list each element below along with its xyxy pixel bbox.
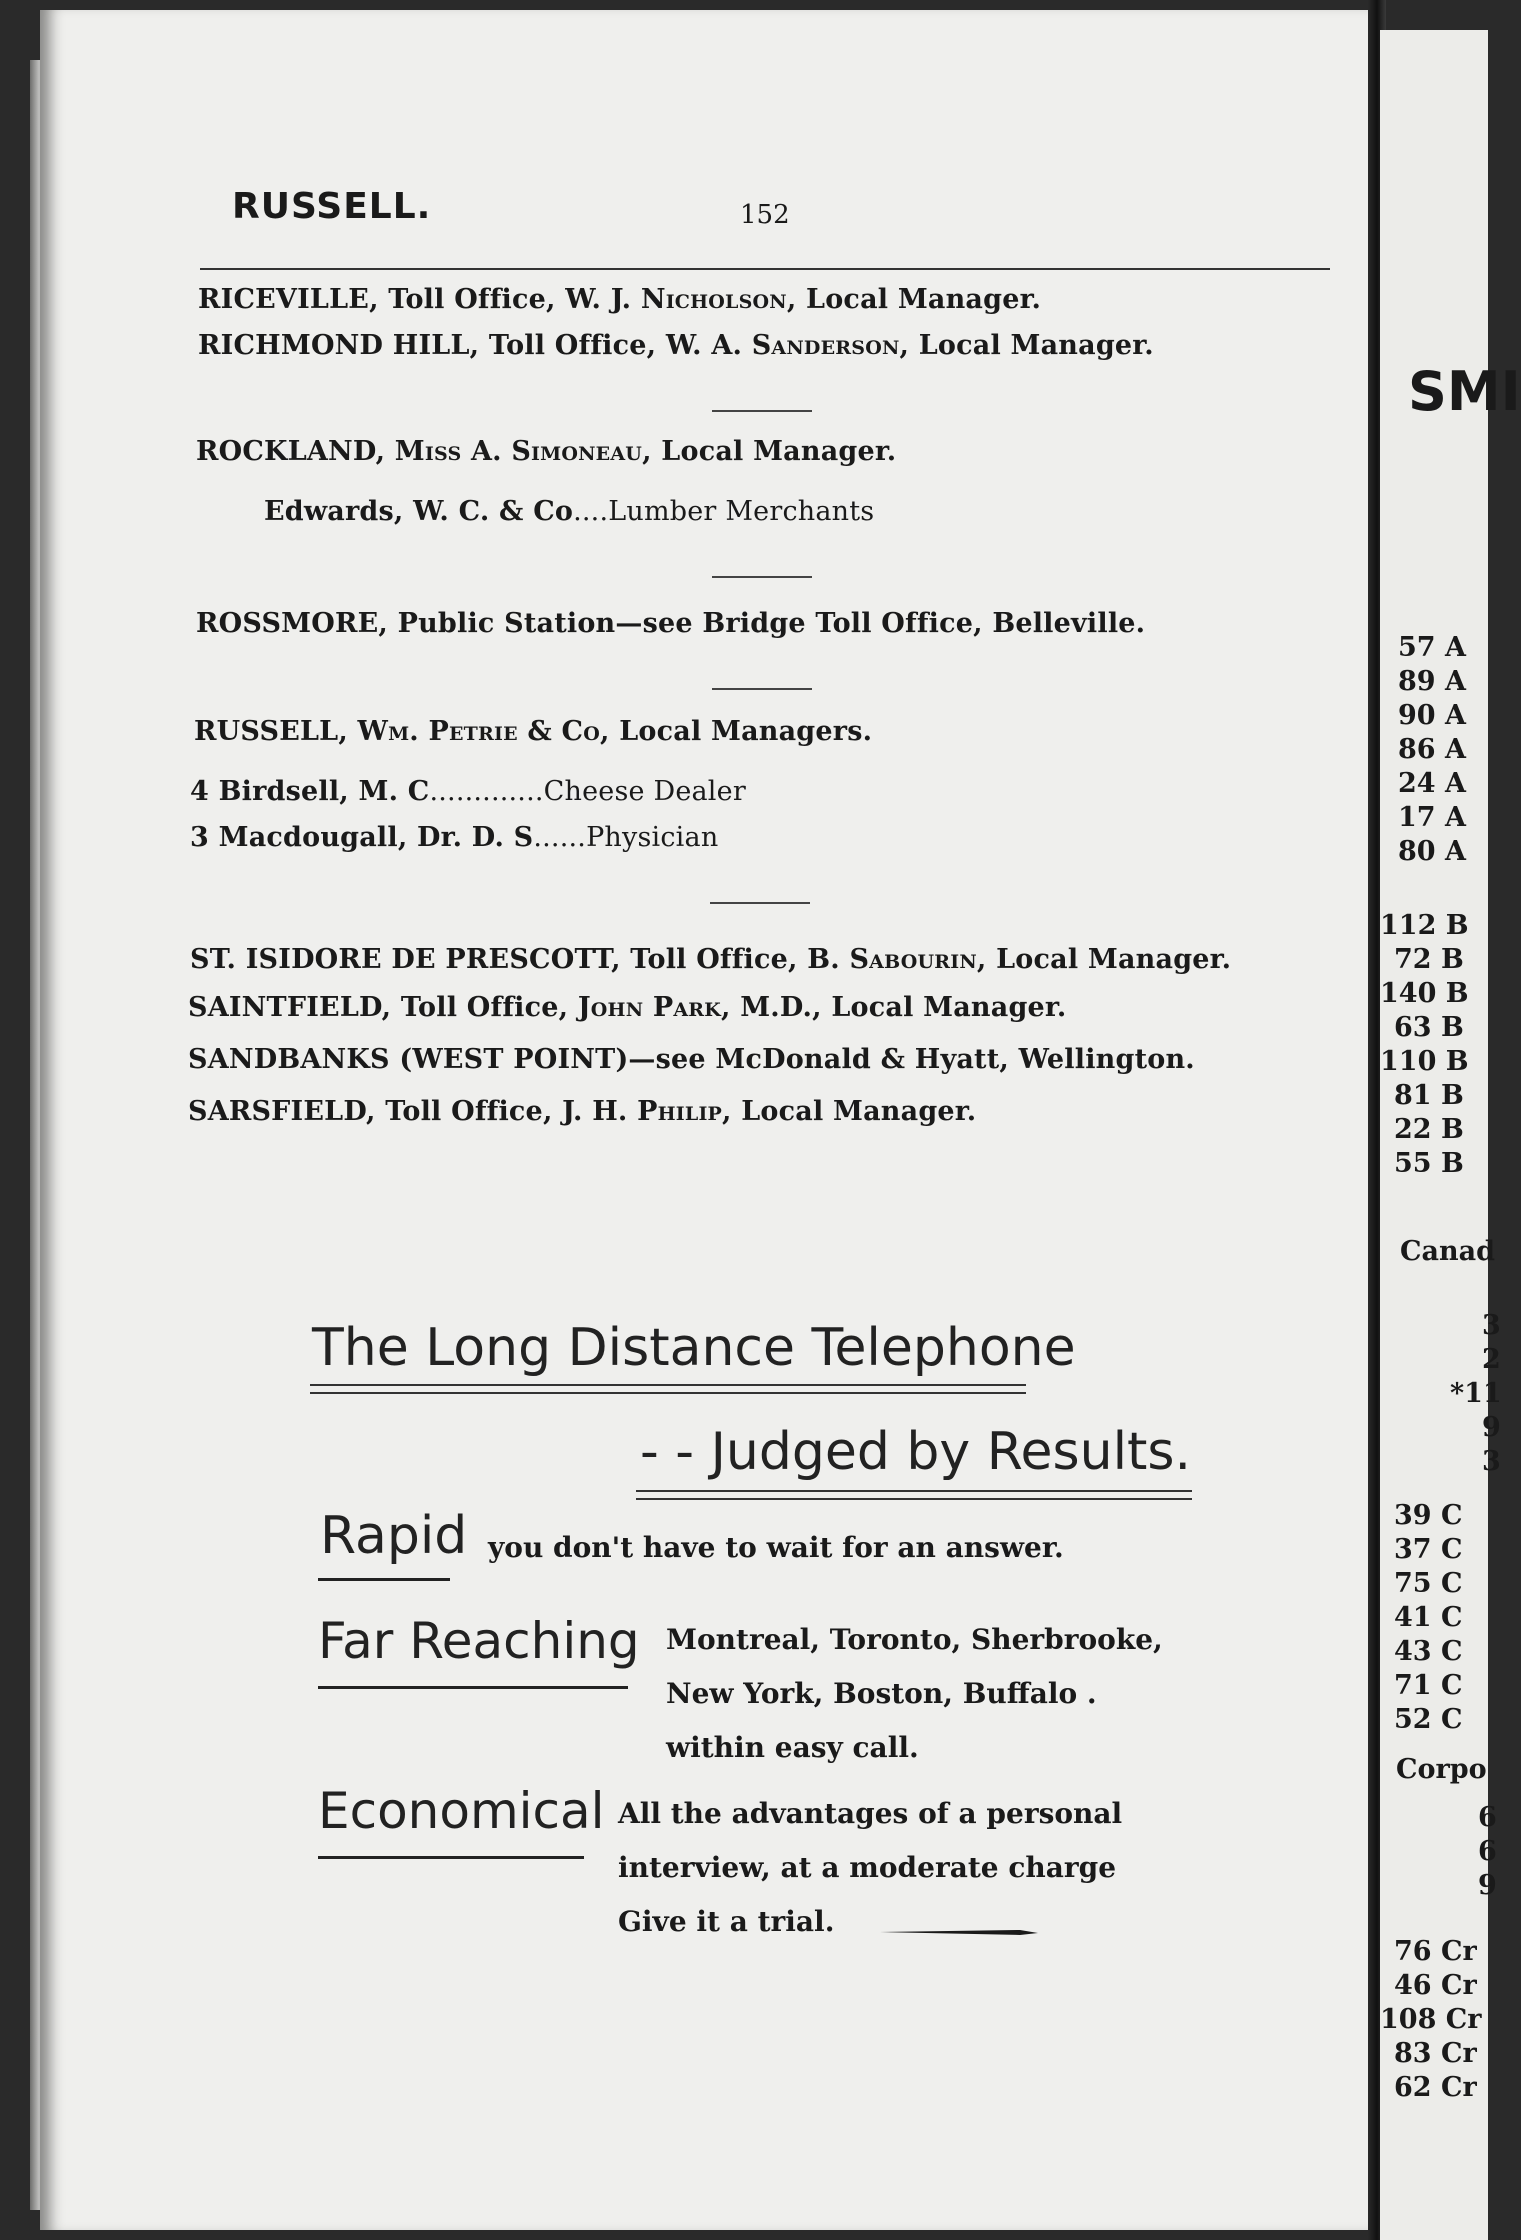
right-row: 72 B: [1394, 944, 1464, 975]
separator: [712, 410, 812, 412]
page-number: 152: [740, 200, 790, 230]
ad-text-rapid: you don't have to wait for an answer.: [488, 1531, 1064, 1564]
ad-text-economical-2: interview, at a moderate charge: [618, 1851, 1117, 1884]
right-row: 39 C: [1394, 1500, 1463, 1531]
ad-subheadline-rule: [636, 1490, 1192, 1500]
right-row: 108 Cr: [1380, 2004, 1482, 2035]
entry-riceville: RICEVILLE, Toll Office, W. J. Nicholson, Local Manager.: [198, 284, 1042, 315]
separator: [712, 576, 812, 578]
right-row: 9: [1482, 1412, 1501, 1443]
right-section-label: Corpo: [1396, 1754, 1487, 1785]
right-row: 63 B: [1394, 1012, 1464, 1043]
rockland-subscriber: Edwards, W. C. & Co....Lumber Merchants: [264, 496, 875, 527]
right-row: *11: [1450, 1378, 1502, 1409]
right-row: 75 C: [1394, 1568, 1463, 1599]
ad-text-far-3: within easy call.: [666, 1731, 919, 1764]
russell-subscriber-2: 3 Macdougall, Dr. D. S......Physician: [190, 822, 719, 853]
right-row: 46 Cr: [1394, 1970, 1477, 2001]
ad-text-economical-3: Give it a trial.: [618, 1905, 835, 1938]
right-row: 37 C: [1394, 1534, 1463, 1565]
right-row: 2: [1482, 1344, 1501, 1375]
ad-headline-rule: [310, 1384, 1026, 1394]
ad-text-far-1: Montreal, Toronto, Sherbrooke,: [666, 1623, 1163, 1656]
ad-label-economical-underline: [318, 1856, 584, 1859]
right-row: 112 B: [1380, 910, 1469, 941]
right-row: 80 A: [1398, 836, 1466, 867]
right-row: 86 A: [1398, 734, 1466, 765]
ad-label-rapid-underline: [318, 1578, 450, 1581]
right-page: [1380, 30, 1521, 2240]
entry-rossmore: ROSSMORE, Public Station—see Bridge Toll Office, Belleville.: [196, 608, 1146, 639]
right-row: 9: [1478, 1870, 1497, 1901]
right-row: 57 A: [1398, 632, 1466, 663]
ad-label-rapid: Rapid: [320, 1506, 468, 1566]
ad-pointing-stroke: [880, 1924, 1040, 1938]
right-row: 81 B: [1394, 1080, 1464, 1111]
ad-label-far-reaching: Far Reaching: [318, 1612, 640, 1670]
entry-sandbanks: SANDBANKS (WEST POINT)—see McDonald & Hyatt, Wellington.: [188, 1044, 1195, 1075]
right-row: 43 C: [1394, 1636, 1463, 1667]
entry-richmond-hill: RICHMOND HILL, Toll Office, W. A. Sanderson, Local Manager.: [198, 330, 1154, 361]
running-header: RUSSELL.: [232, 186, 432, 227]
right-row: 41 C: [1394, 1602, 1463, 1633]
right-row: 55 B: [1394, 1148, 1464, 1179]
right-row: 76 Cr: [1394, 1936, 1477, 1967]
right-page-heading: SMI: [1408, 360, 1521, 423]
header-rule: [200, 268, 1330, 270]
right-row: 62 Cr: [1394, 2072, 1477, 2103]
right-row: 3: [1482, 1446, 1501, 1477]
separator: [712, 688, 812, 690]
russell-subscriber-1: 4 Birdsell, M. C.............Cheese Dealer: [190, 776, 746, 807]
right-row: 3: [1482, 1310, 1501, 1341]
ad-text-economical-1: All the advantages of a personal: [618, 1797, 1123, 1830]
right-row: 6: [1478, 1802, 1497, 1833]
entry-russell: RUSSELL, Wm. Petrie & Co, Local Managers.: [194, 716, 873, 747]
right-row: 24 A: [1398, 768, 1466, 799]
ad-subheadline: - - Judged by Results.: [640, 1422, 1192, 1482]
entry-rockland: ROCKLAND, Miss A. Simoneau, Local Manager.: [196, 436, 897, 467]
ad-label-economical: Economical: [318, 1782, 605, 1840]
right-row: 22 B: [1394, 1114, 1464, 1145]
ad-headline: The Long Distance Telephone: [312, 1318, 1076, 1378]
right-row: 90 A: [1398, 700, 1466, 731]
right-row: 6: [1478, 1836, 1497, 1867]
right-section-label: Canad: [1400, 1236, 1495, 1267]
right-row: 83 Cr: [1394, 2038, 1477, 2069]
entry-saintfield: SAINTFIELD, Toll Office, John Park, M.D., Local Manager.: [188, 992, 1067, 1023]
ad-text-far-2: New York, Boston, Buffalo .: [666, 1677, 1097, 1710]
right-row: 110 B: [1380, 1046, 1469, 1077]
right-row: 17 A: [1398, 802, 1466, 833]
right-row: 71 C: [1394, 1670, 1463, 1701]
separator: [710, 902, 810, 904]
entry-sarsfield: SARSFIELD, Toll Office, J. H. Philip, Local Manager.: [188, 1096, 977, 1127]
right-row: 89 A: [1398, 666, 1466, 697]
ad-label-far-underline: [318, 1686, 628, 1689]
entry-st-isidore: ST. ISIDORE DE PRESCOTT, Toll Office, B. Sabourin, Local Manager.: [190, 944, 1232, 975]
right-row: 52 C: [1394, 1704, 1463, 1735]
right-row: 140 B: [1380, 978, 1469, 1009]
